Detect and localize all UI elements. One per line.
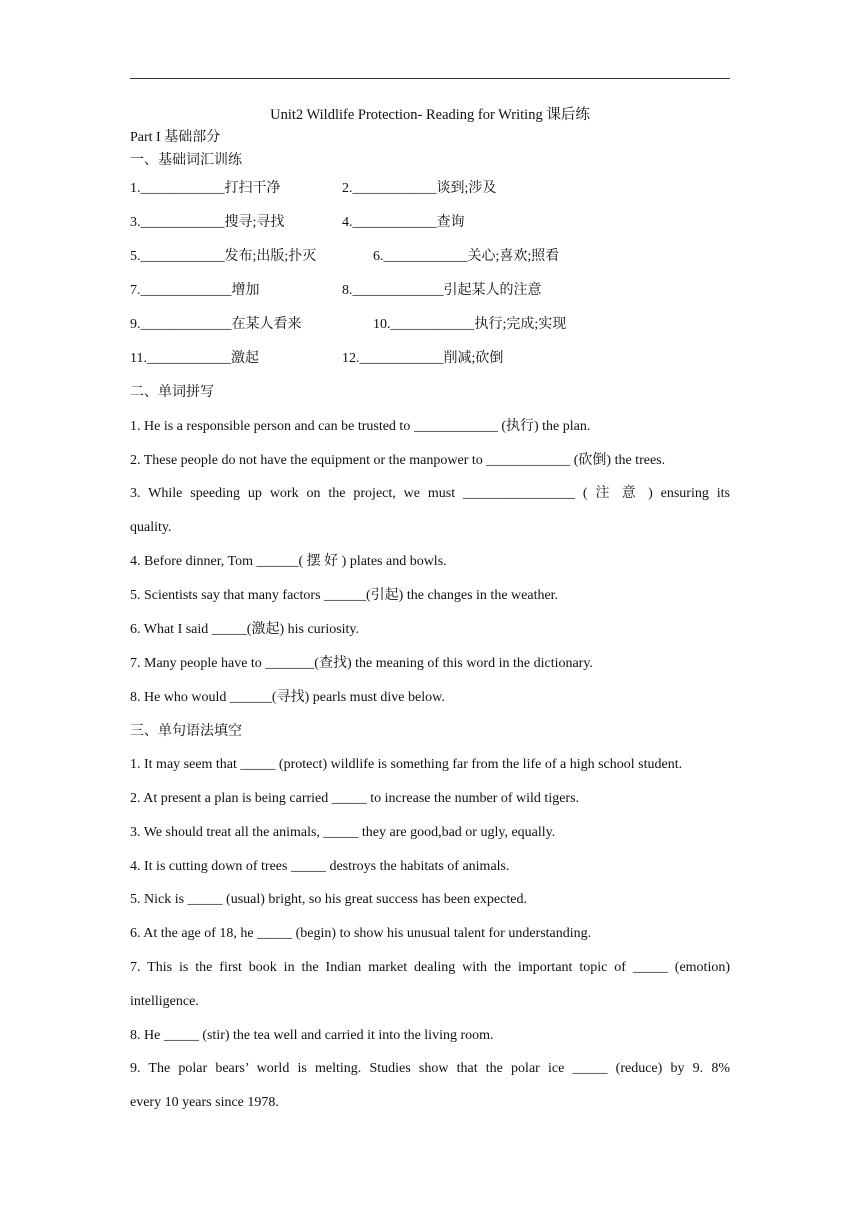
vocab-item: 7._____________增加 (130, 283, 260, 298)
vocab-item: 3.____________搜寻;寻找 (130, 215, 285, 230)
question-item: 4. Before dinner, Tom ______( 摆 好 ) plates and bowls. (130, 554, 447, 569)
part-heading: Part I 基础部分 (130, 130, 221, 145)
question-item: 6. What I said _____(激起) his curiosity. (130, 622, 360, 637)
question-continuation: every 10 years since 1978. (130, 1095, 279, 1110)
vocab-item: 10.____________执行;完成;实现 (373, 317, 567, 332)
question-continuation: intelligence. (130, 994, 199, 1009)
question-item: 8. He _____ (stir) the tea well and carried it into the living room. (130, 1028, 494, 1043)
question-item: 5. Nick is _____ (usual) bright, so his great success has been expected. (130, 892, 527, 907)
section-heading-vocab: 一、基础词汇训练 (130, 153, 242, 168)
question-item: 3. We should treat all the animals, _____ they are good,bad or ugly, equally. (130, 825, 556, 840)
question-item: 2. At present a plan is being carried _____ to increase the number of wild tigers. (130, 791, 580, 806)
section-heading-spelling: 二、单词拼写 (130, 385, 214, 400)
question-item: 1. He is a responsible person and can be trusted to ____________ (执行) the plan. (130, 419, 591, 434)
vocab-item: 8._____________引起某人的注意 (342, 283, 542, 298)
question-item: 6. At the age of 18, he _____ (begin) to show his unusual talent for understanding. (130, 926, 592, 941)
question-item: 8. He who would ______(寻找) pearls must dive below. (130, 690, 445, 705)
question-item: 5. Scientists say that many factors ______(引起) the changes in the weather. (130, 588, 559, 603)
vocab-item: 4.____________查询 (342, 215, 465, 230)
vocab-item: 5.____________发布;出版;扑灭 (130, 249, 317, 264)
question-item: 4. It is cutting down of trees _____ destroys the habitats of animals. (130, 859, 510, 874)
question-item: 7. Many people have to _______(查找) the meaning of this word in the dictionary. (130, 656, 593, 671)
vocab-item: 2.____________谈到;涉及 (342, 181, 497, 196)
vocab-item: 1.____________打扫干净 (130, 181, 281, 196)
question-continuation: quality. (130, 520, 172, 535)
header-rule (130, 78, 730, 79)
vocab-item: 9._____________在某人看来 (130, 317, 302, 332)
question-item: 2. These people do not have the equipment or the manpower to ____________ (砍倒) the trees. (130, 453, 666, 468)
vocab-item: 12.____________削减;砍倒 (342, 351, 504, 366)
document-title: Unit2 Wildlife Protection- Reading for Writing 课后练 (270, 107, 590, 123)
question-item: 1. It may seem that _____ (protect) wildlife is something far from the life of a high school student. (130, 757, 683, 772)
section-heading-grammar: 三、单句语法填空 (130, 724, 242, 739)
vocab-item: 6.____________关心;喜欢;照看 (373, 249, 560, 264)
question-item: 3. While speeding up work on the project, we must ________________ ( 注 意 ) ensuring its (130, 486, 730, 501)
vocab-item: 11.____________激起 (130, 351, 259, 366)
question-item: 7. This is the first book in the Indian market dealing with the important topic of _____ (emotion) (130, 960, 730, 975)
question-item: 9. The polar bears’ world is melting. Studies show that the polar ice _____ (reduce) by 9. 8% (130, 1061, 730, 1076)
